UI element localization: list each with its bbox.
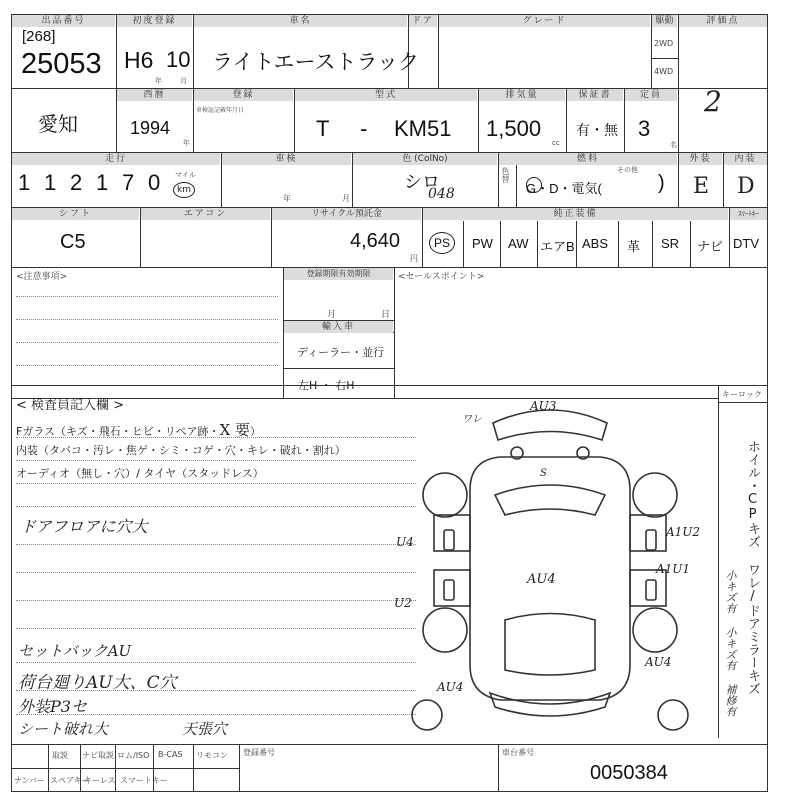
inspection-interior: 内装（タバコ・汚レ・焦ゲ・シミ・コゲ・穴・キレ・破れ・割れ） [16,444,346,457]
note-line [16,319,278,320]
door-header: ドア [409,15,437,27]
capacity: 3 [638,116,651,141]
model-year: 1994 [130,118,171,138]
mileage-unit-miles: マイル [175,171,196,179]
caution-header: <注意事項> [16,272,68,282]
mileage-digit: 0 [148,170,161,195]
row-divider [11,385,768,386]
note-line [16,662,416,663]
mileage-digit: 2 [70,170,83,195]
color-change-label: 色替 [501,167,510,183]
mark-crack: ワレ [462,414,482,425]
hand-note-2: セットバックAU [18,642,132,660]
equipment-pw: PW [472,236,493,251]
reg-header: 初度登録 [117,15,192,27]
mileage-unit-km: km [173,182,195,198]
note-line [16,460,416,461]
equipment-airbag: エアB [540,239,575,254]
grade-header: グレード [439,15,650,27]
recycle-value: 4,640 [350,230,401,252]
inspection-audio: オーディオ（無し・穴）/ タイヤ（スタッドレス） [16,467,264,480]
model-code: KM51 [394,116,452,141]
mileage-header: 走行 [12,153,220,165]
car-name: ライトエーストラック [212,51,420,74]
shift-value: C5 [60,231,86,253]
reg-month: 10 [166,47,191,72]
note-line [16,544,416,545]
col-divider [394,267,395,398]
mark-a1u1: A1U1 [656,562,691,576]
mark-au4-center: AU4 [527,572,556,587]
fuel-header: 燃料 [499,153,677,165]
col-divider [463,221,464,267]
option-bcas: B-CAS [158,750,183,759]
hand-note-4: 外装P3セ [18,697,87,716]
exterior-header: 外装 [679,153,722,165]
option-manual: 取説 [52,751,68,760]
equipment-abs: ABS [582,236,609,251]
fuel-other: その他 [617,166,638,174]
model-t: T [316,116,330,141]
row-divider [11,744,768,745]
col-divider [537,221,538,267]
option-keyless: キーレス [84,776,116,785]
interior-header: 内装 [724,153,767,165]
col-divider [498,744,499,792]
shaken-month: 月 [342,194,350,203]
mark-au3: AU3 [530,399,557,413]
note-line [16,600,416,601]
option-smart-key: スマートキー [120,776,168,785]
equipment-aw: AW [508,236,529,251]
fuel-close: ) [658,172,665,194]
hand-note-6: 天張穴 [182,720,228,738]
inspector-title: < 検査員記入欄 > [16,398,125,413]
mileage-digit: 1 [96,170,109,195]
hand-note-3: 荷台廻りAU大、C穴 [18,673,177,693]
col-divider [618,221,619,267]
exterior-value: E [693,174,710,199]
displacement-unit: cc [552,139,560,147]
mileage-digit: 1 [44,170,57,195]
col-divider [516,163,517,207]
score-value: 2 [704,85,722,118]
reg-year-suffix: 年 [155,77,162,85]
note-line [16,437,416,438]
front-bumper [493,410,607,440]
chassis-header: 車台番号 [502,748,534,757]
shaken-year: 年 [283,194,291,203]
extra-header: ｽﾏｰﾄｷｰ [730,208,767,220]
mark-au4-rear-left: AU4 [437,680,464,694]
fuel-options: G・D・電気( [526,181,602,196]
mileage-digit: 1 [18,170,31,195]
equipment-navi: ナビ [697,239,724,254]
col-divider [48,744,49,792]
recycle-header: リサイクル預託金 [272,208,421,220]
equipment-dtv: DTV [733,236,759,251]
note-line [16,572,416,573]
row-divider [11,768,239,769]
inspection-glass: Fガラス（キズ・飛石・ヒビ・リペア跡・X 要） [16,421,262,439]
reg-number-note: 車検証記載年月日 [196,107,245,114]
handle-value: 左H ・ 右H [298,379,355,392]
drive-2wd: 2WD [654,39,674,48]
fuel-selected-circle [526,177,542,193]
chassis-number: 0050384 [590,762,668,784]
mark-au4-rear-right: AU4 [645,655,672,669]
note-line [16,296,278,297]
option-navi-manual: ナビ取説 [82,751,114,760]
equipment-header: 純正装備 [423,208,728,220]
inspection-header: 保証書 [567,89,623,101]
note-line [16,483,416,484]
row-divider [283,368,394,369]
mark-a1u2: A1U2 [666,525,701,539]
keylock-label: キーロック [722,390,762,399]
displacement: 1,500 [486,116,542,141]
capacity-suffix: 名 [670,141,677,149]
lot-header: 出品番号 [12,15,115,27]
inspection-value: 有・無 [576,122,618,138]
shift-header: シフト [12,208,139,220]
mark-s: S [540,468,547,479]
shaken-header: 車検 [222,153,351,165]
displacement-header: 排気量 [479,89,565,101]
capacity-header: 定員 [625,89,677,101]
col-divider [239,744,240,792]
reg-deadline-month: 月 [327,310,337,320]
reg-number-footer-header: 登録番号 [243,748,275,757]
note-line [16,506,416,507]
year-header: 西暦 [117,89,192,101]
drive-4wd: 4WD [654,67,674,76]
col-divider [652,221,653,267]
col-divider [690,221,691,267]
score-header: 評価点 [679,15,767,27]
hand-note-5: シート破れ大 [18,720,109,738]
col-divider [500,221,501,267]
reg-deadline-day: 日 [381,310,391,320]
lot-number: 25053 [21,48,102,80]
year-suffix: 年 [183,139,190,147]
import-value: ディーラー・並行 [297,346,385,359]
lot-bracket: [268] [22,28,56,45]
col-divider [193,744,194,792]
region: 愛知 [38,114,78,136]
reg-number-header: 登録 [194,89,293,101]
col-divider [576,221,577,267]
drive-header: 駆動 [652,15,677,27]
side-note-2: 小キズ有 小キズ有 補修有 [724,570,737,717]
mileage-digit: 7 [122,170,135,195]
interior-value: D [737,174,755,199]
model-header: 型式 [295,89,477,101]
mark-u2: U2 [394,596,412,610]
option-spare-key: スペアキー [50,776,90,785]
option-rom: ロム/ISO [117,751,150,760]
hand-note-1: ドアフロアに穴大 [20,517,148,536]
equipment-sr: SR [661,236,680,251]
model-dash: - [360,116,368,141]
color-value: シロ [404,172,440,192]
color-header: 色 (ColNo) [353,153,497,165]
recycle-unit: 円 [410,254,418,263]
note-line [16,342,278,343]
aircon-header: エアコン [141,208,270,220]
name-header: 車名 [194,15,407,27]
reg-era: H6 [124,47,154,73]
row-divider [718,402,768,403]
equipment-leather: 革 [627,239,641,254]
reg-month-suffix: 月 [180,77,187,85]
option-plate: ナンバー [14,776,46,785]
reg-deadline-header: 登録期限有効期限 [284,268,393,280]
mark-u4: U4 [396,535,414,549]
option-remote: リモコン [196,751,228,760]
import-header: 輸入車 [284,321,393,333]
side-note: ホイル・CPキズ ワレ/ドアミラーキズ [745,440,760,695]
note-line [16,365,278,366]
row-divider [651,58,678,59]
color-code: 048 [428,186,455,202]
equipment-ps: PS [429,232,455,254]
col-divider [678,14,679,152]
sales-point-header: <セールスポイント> [398,272,485,282]
note-line [16,628,416,629]
